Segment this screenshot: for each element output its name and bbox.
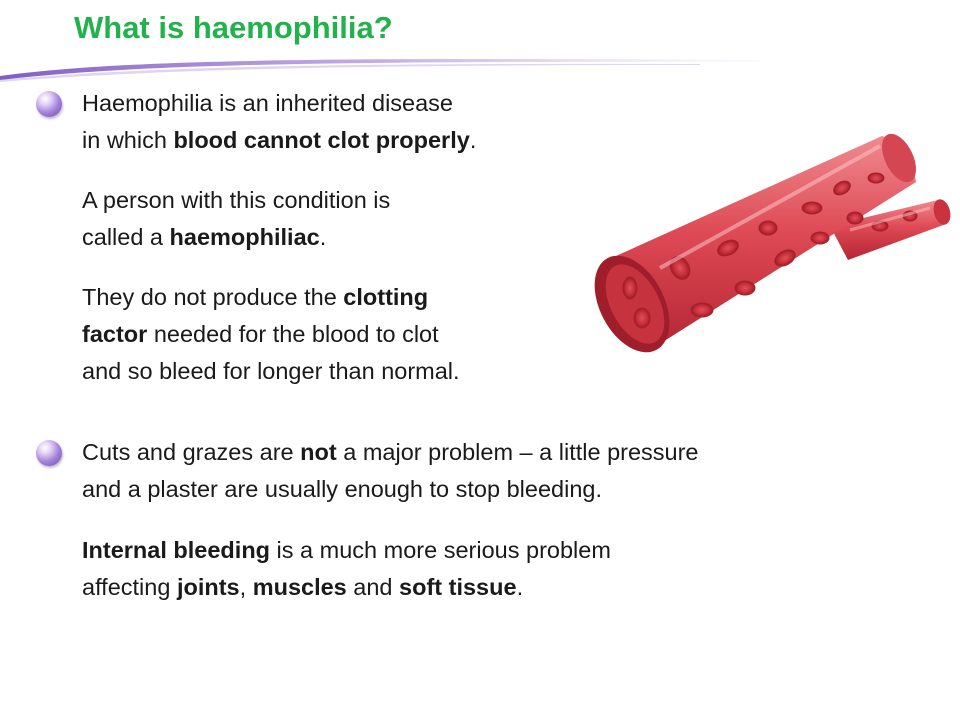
text-line: , xyxy=(239,574,253,600)
paragraph-internal-bleeding xyxy=(82,532,611,606)
paragraph-definition xyxy=(82,85,476,159)
text-line: . xyxy=(319,224,327,250)
text-line: and xyxy=(346,574,400,600)
text-line: Cuts and grazes are xyxy=(82,439,301,465)
emphasis-text: clotting xyxy=(343,284,429,310)
title-underline-swoosh xyxy=(0,54,760,84)
paragraph-cuts-grazes xyxy=(82,434,699,508)
text-line: . xyxy=(469,127,477,153)
text-line: . xyxy=(516,574,524,600)
text-line: They do not produce the xyxy=(82,284,344,310)
emphasis-text: soft tissue xyxy=(399,574,517,600)
text-line: called a xyxy=(82,224,170,250)
page-title: What is haemophilia? xyxy=(74,10,393,45)
bullet-icon xyxy=(36,440,62,466)
text-line: needed for the blood to clot xyxy=(147,321,439,347)
paragraph-haemophiliac xyxy=(82,182,390,256)
text-line: Haemophilia is an inherited disease xyxy=(82,90,453,116)
text-line: A person with this condition is xyxy=(82,187,391,213)
emphasis-text: haemophiliac xyxy=(169,224,320,250)
paragraph-clotting-factor xyxy=(82,279,460,390)
emphasis-text: Internal bleeding xyxy=(82,537,271,563)
emphasis-text: muscles xyxy=(252,574,347,600)
text-line: and so bleed for longer than normal. xyxy=(82,358,460,384)
bullet-icon xyxy=(36,91,62,117)
emphasis-text: joints xyxy=(176,574,240,600)
text-line: affecting xyxy=(82,574,177,600)
emphasis-text: not xyxy=(300,439,337,465)
emphasis-text: blood cannot clot properly xyxy=(173,127,470,153)
text-line: in which xyxy=(82,127,174,153)
text-line: a major problem – a little pressure xyxy=(336,439,699,465)
emphasis-text: factor xyxy=(82,321,148,347)
text-line: is a much more serious problem xyxy=(270,537,611,563)
blood-vessel-illustration xyxy=(580,118,955,368)
text-line: and a plaster are usually enough to stop bleeding. xyxy=(82,476,602,502)
